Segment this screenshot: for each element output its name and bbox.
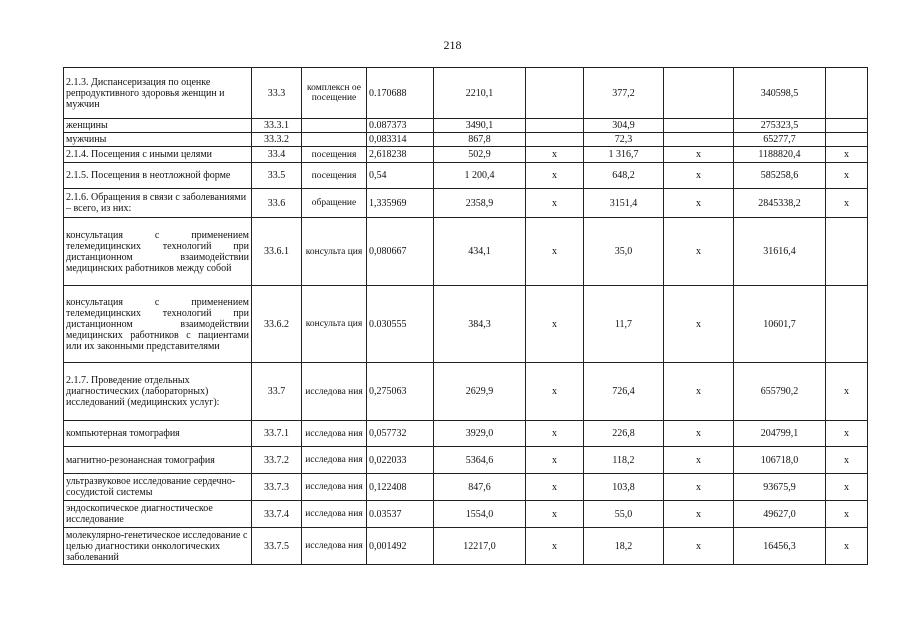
table-row bbox=[64, 189, 868, 218]
value-cell-2: 11,7 bbox=[584, 286, 664, 363]
unit-cell: исследова ния bbox=[302, 421, 367, 447]
value-cell-3: х bbox=[664, 363, 734, 421]
cost-cell: 867,8 bbox=[434, 133, 526, 147]
value-cell-4: 2845338,2 bbox=[734, 189, 826, 218]
name-cell: 2.1.5. Посещения в неотложной форме bbox=[64, 163, 252, 189]
norm-cell: 0.087373 bbox=[367, 119, 434, 133]
table-row bbox=[64, 363, 868, 421]
value-cell-2: 648,2 bbox=[584, 163, 664, 189]
name-cell: магнитно-резонансная томография bbox=[64, 447, 252, 474]
value-cell-4: 204799,1 bbox=[734, 421, 826, 447]
unit-cell: исследова ния bbox=[302, 501, 367, 528]
cost-cell: 3929,0 bbox=[434, 421, 526, 447]
value-cell-3: х bbox=[664, 528, 734, 565]
value-cell-1: х bbox=[526, 163, 584, 189]
cost-cell: 502,9 bbox=[434, 147, 526, 163]
value-cell-5: х bbox=[826, 474, 868, 501]
code-cell: 33.7 bbox=[252, 363, 302, 421]
value-cell-4: 49627,0 bbox=[734, 501, 826, 528]
value-cell-5: х bbox=[826, 447, 868, 474]
value-cell-5: х bbox=[826, 147, 868, 163]
value-cell-4: 1188820,4 bbox=[734, 147, 826, 163]
value-cell-5: х bbox=[826, 189, 868, 218]
code-cell: 33.7.2 bbox=[252, 447, 302, 474]
value-cell-5: х bbox=[826, 163, 868, 189]
value-cell-3: х bbox=[664, 501, 734, 528]
value-cell-1: х bbox=[526, 421, 584, 447]
value-cell-1: х bbox=[526, 218, 584, 286]
value-cell-2: 35,0 bbox=[584, 218, 664, 286]
norm-cell: 0.170688 bbox=[367, 68, 434, 119]
cost-cell: 5364,6 bbox=[434, 447, 526, 474]
value-cell-4: 340598,5 bbox=[734, 68, 826, 119]
cost-cell: 1554,0 bbox=[434, 501, 526, 528]
value-cell-5 bbox=[826, 133, 868, 147]
name-cell: мужчины bbox=[64, 133, 252, 147]
value-cell-4: 10601,7 bbox=[734, 286, 826, 363]
cost-cell: 3490,1 bbox=[434, 119, 526, 133]
norm-cell: 0,083314 bbox=[367, 133, 434, 147]
unit-cell: консульта ция bbox=[302, 218, 367, 286]
value-cell-2: 118,2 bbox=[584, 447, 664, 474]
value-cell-3 bbox=[664, 119, 734, 133]
cost-cell: 434,1 bbox=[434, 218, 526, 286]
value-cell-5: х bbox=[826, 528, 868, 565]
value-cell-1: х bbox=[526, 286, 584, 363]
table-row bbox=[64, 163, 868, 189]
value-cell-1: х bbox=[526, 501, 584, 528]
code-cell: 33.7.5 bbox=[252, 528, 302, 565]
tariff-table bbox=[63, 67, 868, 565]
value-cell-2: 55,0 bbox=[584, 501, 664, 528]
value-cell-2: 1 316,7 bbox=[584, 147, 664, 163]
table-row bbox=[64, 147, 868, 163]
norm-cell: 1,335969 bbox=[367, 189, 434, 218]
cost-cell: 2210,1 bbox=[434, 68, 526, 119]
value-cell-3: х bbox=[664, 447, 734, 474]
code-cell: 33.3.1 bbox=[252, 119, 302, 133]
code-cell: 33.3 bbox=[252, 68, 302, 119]
name-cell: 2.1.7. Проведение отдельных диагностических (лабораторных) исследований (медицинских услуг): bbox=[64, 363, 252, 421]
value-cell-3 bbox=[664, 133, 734, 147]
code-cell: 33.7.1 bbox=[252, 421, 302, 447]
name-cell: ультразвуковое исследование сердечно-сосудистой системы bbox=[64, 474, 252, 501]
value-cell-4: 655790,2 bbox=[734, 363, 826, 421]
value-cell-1 bbox=[526, 119, 584, 133]
value-cell-4: 31616,4 bbox=[734, 218, 826, 286]
norm-cell: 0,080667 bbox=[367, 218, 434, 286]
norm-cell: 0,022033 bbox=[367, 447, 434, 474]
value-cell-4: 65277,7 bbox=[734, 133, 826, 147]
cost-cell: 2629,9 bbox=[434, 363, 526, 421]
value-cell-3: х bbox=[664, 218, 734, 286]
norm-cell: 0,54 bbox=[367, 163, 434, 189]
norm-cell: 0.030555 bbox=[367, 286, 434, 363]
cost-cell: 847,6 bbox=[434, 474, 526, 501]
value-cell-5 bbox=[826, 119, 868, 133]
value-cell-3: х bbox=[664, 163, 734, 189]
value-cell-2: 103,8 bbox=[584, 474, 664, 501]
unit-cell: исследова ния bbox=[302, 447, 367, 474]
name-cell: 2.1.4. Посещения с иными целями bbox=[64, 147, 252, 163]
cost-cell: 12217,0 bbox=[434, 528, 526, 565]
name-cell: консультация с применением телемедицинских технологий при дистанционном взаимодействии медицинских работников между собой bbox=[64, 218, 252, 286]
unit-cell: посещения bbox=[302, 163, 367, 189]
value-cell-1 bbox=[526, 133, 584, 147]
table-row bbox=[64, 119, 868, 133]
name-cell: женщины bbox=[64, 119, 252, 133]
code-cell: 33.7.3 bbox=[252, 474, 302, 501]
value-cell-3: х bbox=[664, 421, 734, 447]
name-cell: 2.1.6. Обращения в связи с заболеваниями – всего, из них: bbox=[64, 189, 252, 218]
cost-cell: 2358,9 bbox=[434, 189, 526, 218]
name-cell: эндоскопическое диагностическое исследование bbox=[64, 501, 252, 528]
name-cell: консультация с применением телемедицинских технологий при дистанционном взаимодействии медицинских работников с пациентами или их законными представителями bbox=[64, 286, 252, 363]
value-cell-5 bbox=[826, 68, 868, 119]
unit-cell: посещения bbox=[302, 147, 367, 163]
name-cell: компьютерная томография bbox=[64, 421, 252, 447]
page-number: 218 bbox=[443, 38, 462, 52]
code-cell: 33.3.2 bbox=[252, 133, 302, 147]
value-cell-1 bbox=[526, 68, 584, 119]
value-cell-5: х bbox=[826, 421, 868, 447]
value-cell-2: 3151,4 bbox=[584, 189, 664, 218]
norm-cell: 0,057732 bbox=[367, 421, 434, 447]
unit-cell bbox=[302, 133, 367, 147]
table-row bbox=[64, 68, 868, 119]
unit-cell: обращение bbox=[302, 189, 367, 218]
value-cell-4: 16456,3 bbox=[734, 528, 826, 565]
value-cell-2: 726,4 bbox=[584, 363, 664, 421]
unit-cell bbox=[302, 119, 367, 133]
table-row bbox=[64, 218, 868, 286]
value-cell-3: х bbox=[664, 147, 734, 163]
value-cell-1: х bbox=[526, 363, 584, 421]
value-cell-2: 226,8 bbox=[584, 421, 664, 447]
value-cell-5 bbox=[826, 286, 868, 363]
code-cell: 33.6 bbox=[252, 189, 302, 218]
table-row bbox=[64, 474, 868, 501]
norm-cell: 0,122408 bbox=[367, 474, 434, 501]
value-cell-5 bbox=[826, 218, 868, 286]
unit-cell: комплексн ое посещение bbox=[302, 68, 367, 119]
cost-cell: 1 200,4 bbox=[434, 163, 526, 189]
code-cell: 33.6.2 bbox=[252, 286, 302, 363]
value-cell-3: х bbox=[664, 286, 734, 363]
code-cell: 33.4 bbox=[252, 147, 302, 163]
value-cell-2: 304,9 bbox=[584, 119, 664, 133]
unit-cell: исследова ния bbox=[302, 363, 367, 421]
value-cell-4: 585258,6 bbox=[734, 163, 826, 189]
value-cell-1: х bbox=[526, 528, 584, 565]
cost-cell: 384,3 bbox=[434, 286, 526, 363]
unit-cell: исследова ния bbox=[302, 528, 367, 565]
table-row bbox=[64, 528, 868, 565]
value-cell-1: х bbox=[526, 147, 584, 163]
code-cell: 33.5 bbox=[252, 163, 302, 189]
norm-cell: 2,618238 bbox=[367, 147, 434, 163]
name-cell: молекулярно-генетическое исследование с целью диагностики онкологических заболеваний bbox=[64, 528, 252, 565]
value-cell-3: х bbox=[664, 474, 734, 501]
table-row bbox=[64, 501, 868, 528]
value-cell-2: 72,3 bbox=[584, 133, 664, 147]
value-cell-2: 18,2 bbox=[584, 528, 664, 565]
code-cell: 33.7.4 bbox=[252, 501, 302, 528]
unit-cell: исследова ния bbox=[302, 474, 367, 501]
value-cell-1: х bbox=[526, 447, 584, 474]
value-cell-5: х bbox=[826, 501, 868, 528]
name-cell: 2.1.3. Диспансеризация по оценке репродуктивного здоровья женщин и мужчин bbox=[64, 68, 252, 119]
value-cell-4: 275323,5 bbox=[734, 119, 826, 133]
value-cell-2: 377,2 bbox=[584, 68, 664, 119]
norm-cell: 0,001492 bbox=[367, 528, 434, 565]
value-cell-4: 93675,9 bbox=[734, 474, 826, 501]
code-cell: 33.6.1 bbox=[252, 218, 302, 286]
table-row bbox=[64, 286, 868, 363]
value-cell-5: х bbox=[826, 363, 868, 421]
table-row bbox=[64, 421, 868, 447]
table-row bbox=[64, 133, 868, 147]
unit-cell: консульта ция bbox=[302, 286, 367, 363]
value-cell-3 bbox=[664, 68, 734, 119]
norm-cell: 0,275063 bbox=[367, 363, 434, 421]
value-cell-1: х bbox=[526, 189, 584, 218]
norm-cell: 0.03537 bbox=[367, 501, 434, 528]
value-cell-4: 106718,0 bbox=[734, 447, 826, 474]
value-cell-3: х bbox=[664, 189, 734, 218]
value-cell-1: х bbox=[526, 474, 584, 501]
table-row bbox=[64, 447, 868, 474]
